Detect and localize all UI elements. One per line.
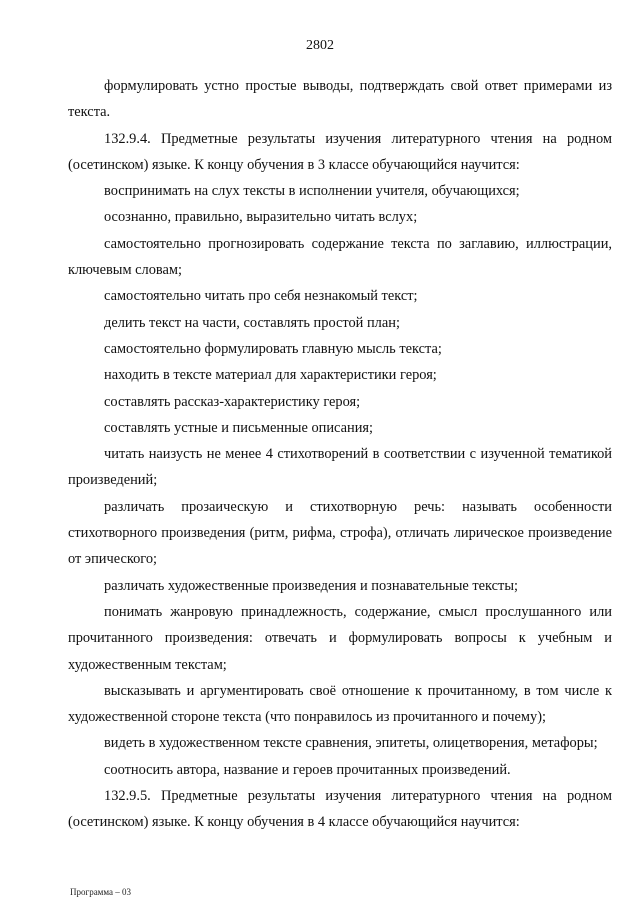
document-body: [68, 73, 612, 836]
paragraph: составлять устные и письменные описания;: [104, 419, 374, 436]
paragraph: понимать жанровую принадлежность, содержание, смысл прослушанного или прочитанного произведения: отвечать и формулировать вопросы к учебным и художественным текстам;: [68, 603, 612, 673]
paragraph: различать художественные произведения и познавательные тексты;: [104, 577, 519, 594]
paragraph: делить текст на части, составлять простой план;: [104, 314, 400, 331]
paragraph: соотносить автора, название и героев прочитанных произведений.: [104, 761, 511, 778]
paragraph: самостоятельно читать про себя незнакомый текст;: [104, 288, 418, 305]
paragraph: видеть в художественном тексте сравнения, эпитеты, олицетворения, метафоры;: [104, 735, 598, 752]
paragraph: самостоятельно формулировать главную мысль текста;: [104, 340, 442, 357]
paragraph: находить в тексте материал для характеристики героя;: [104, 367, 437, 384]
paragraph: формулировать устно простые выводы, подтверждать свой ответ примерами из текста.: [68, 78, 612, 121]
paragraph: 132.9.5. Предметные результаты изучения литературного чтения на родном (осетинском) языке. К концу обучения в 4 классе обучающийся научится:: [68, 788, 612, 831]
paragraph: читать наизусть не менее 4 стихотворений в соответствии с изученной тематикой произведений;: [68, 446, 612, 489]
footer-label: Программа – 03: [70, 887, 132, 897]
paragraph: самостоятельно прогнозировать содержание текста по заглавию, иллюстрации, ключевым словам;: [68, 235, 612, 279]
paragraph: различать прозаическую и стихотворную речь: называть особенности стихотворного произведения (ритм, рифма, строфа), отличать лирическое произведение от эпического;: [68, 498, 612, 568]
page-number: 2802: [306, 38, 334, 53]
paragraph: составлять рассказ-характеристику героя;: [104, 393, 361, 410]
paragraph: воспринимать на слух тексты в исполнении учителя, обучающихся;: [104, 183, 520, 200]
paragraph: высказывать и аргументировать своё отношение к прочитанному, в том числе к художественной стороне текста (что понравилось из прочитанного и почему);: [68, 682, 612, 726]
paragraph: 132.9.4. Предметные результаты изучения литературного чтения на родном (осетинском) языке. К концу обучения в 3 классе обучающийся научится:: [68, 130, 612, 173]
paragraph: осознанно, правильно, выразительно читать вслух;: [104, 209, 418, 226]
